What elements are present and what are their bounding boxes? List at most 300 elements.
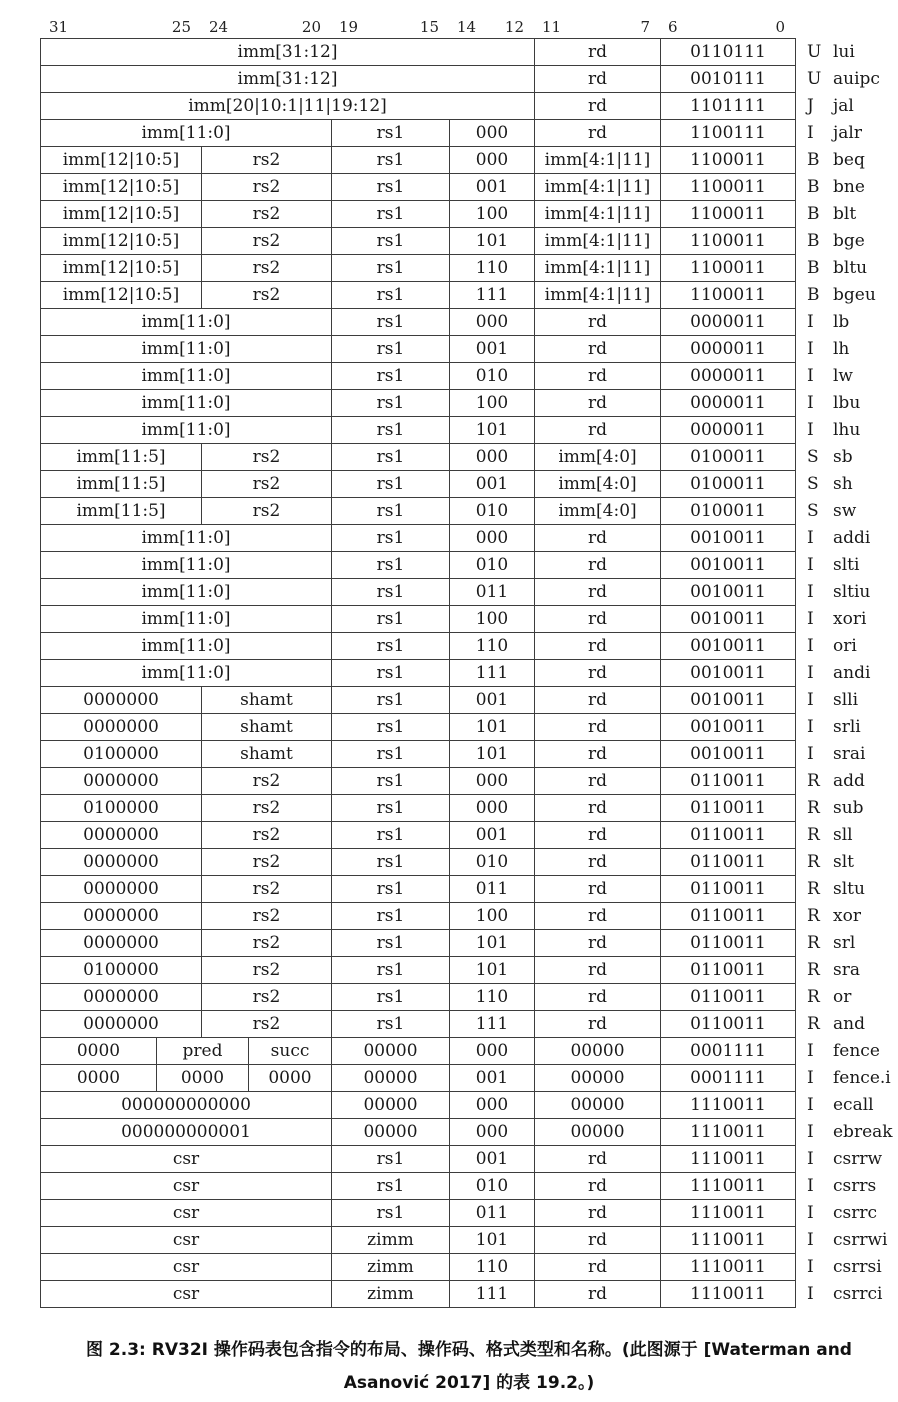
instruction-row [40, 146, 898, 174]
field-cell-f7: 0100000 [83, 744, 159, 764]
encoding-fields [40, 1118, 796, 1146]
field-cell-rs1: rs1 [331, 471, 449, 497]
format-letter: R [807, 879, 820, 899]
format-letter: B [807, 285, 820, 305]
field-cell-rd: rd [534, 687, 660, 713]
field-cell-f3: 100 [449, 390, 534, 416]
field-cell-imm12: imm[11:0] [141, 528, 231, 548]
instruction-label [807, 1064, 891, 1092]
format-letter: I [807, 717, 814, 737]
format-letter: I [807, 1230, 814, 1250]
encoding-fields [40, 335, 796, 363]
encoding-fields [40, 659, 796, 687]
field-cell-imm12: csr [172, 1149, 200, 1169]
instruction-row [40, 875, 898, 903]
field-cell-f3: 000 [449, 444, 534, 470]
field-cell-imm12: csr [172, 1284, 200, 1304]
format-letter: I [807, 1068, 814, 1088]
field-cell-f3: 010 [449, 552, 534, 578]
field-cell-rd: rd [534, 66, 660, 92]
field-cell-f3: 001 [449, 1065, 534, 1091]
field-cell-rd: rd [534, 1011, 660, 1037]
field-cell-f3: 000 [449, 768, 534, 794]
bit-label-high: 19 [339, 18, 359, 36]
instruction-row [40, 605, 898, 633]
field-cell-imm20: imm[31:12] [237, 42, 338, 62]
instruction-name: srl [833, 933, 856, 953]
instruction-label [807, 983, 851, 1011]
format-letter: I [807, 339, 814, 359]
field-cell-op: 1110011 [660, 1254, 795, 1280]
format-letter: I [807, 312, 814, 332]
instruction-name: or [833, 987, 852, 1007]
instruction-label [807, 281, 876, 309]
field-cell-imm12: csr [172, 1203, 200, 1223]
instruction-label [807, 92, 854, 120]
field-cell-f7: 0000000 [83, 906, 159, 926]
field-cell-rd: rd [534, 1200, 660, 1226]
format-letter: R [807, 933, 820, 953]
field-cell-rd: rd [534, 714, 660, 740]
field-cell-rs1: rs1 [331, 498, 449, 524]
instruction-label [807, 1010, 865, 1038]
instruction-name: bge [833, 231, 865, 251]
field-cell-rd: rd [534, 39, 660, 65]
format-letter: I [807, 123, 814, 143]
field-cell-rd: imm[4:1|11] [534, 174, 660, 200]
field-cell-rd: imm[4:0] [534, 498, 660, 524]
format-letter: U [807, 42, 822, 62]
instruction-row [40, 767, 898, 795]
bit-label-high: 14 [457, 18, 477, 36]
encoding-fields [40, 686, 796, 714]
field-cell-rd: imm[4:1|11] [534, 201, 660, 227]
field-cell-rs2: rs2 [201, 903, 331, 929]
field-cell-f3: 100 [449, 201, 534, 227]
field-cell-fc: succ [248, 1038, 331, 1064]
field-cell-rs1: rs1 [331, 903, 449, 929]
instruction-name: lh [833, 339, 850, 359]
field-cell-f7: 0000000 [83, 879, 159, 899]
encoding-fields [40, 794, 796, 822]
field-cell-rs2: rs2 [201, 822, 331, 848]
field-cell-rs2: shamt [201, 687, 331, 713]
instruction-row [40, 632, 898, 660]
instruction-name: lb [833, 312, 850, 332]
field-cell-op: 0110011 [660, 849, 795, 875]
instruction-label [807, 794, 864, 822]
field-cell-rs1: rs1 [331, 255, 449, 281]
field-cell-rs1: rs1 [331, 957, 449, 983]
field-cell-imm12: imm[11:0] [141, 582, 231, 602]
instruction-name: srli [833, 717, 861, 737]
instruction-label [807, 1199, 877, 1227]
field-cell-rs1: rs1 [331, 525, 449, 551]
format-letter: S [807, 447, 819, 467]
field-cell-f3: 001 [449, 822, 534, 848]
encoding-fields [40, 146, 796, 174]
format-letter: I [807, 366, 814, 386]
instruction-name: bgeu [833, 285, 876, 305]
format-letter: I [807, 1041, 814, 1061]
field-cell-fa: 0000 [76, 1068, 121, 1088]
field-cell-f3: 010 [449, 498, 534, 524]
field-cell-rs2: shamt [201, 714, 331, 740]
field-cell-fb: 0000 [156, 1065, 248, 1091]
field-cell-imm12: imm[11:0] [141, 339, 231, 359]
field-cell-rd: rd [534, 309, 660, 335]
field-cell-rs1: rs1 [331, 228, 449, 254]
field-cell-op: 0010011 [660, 552, 795, 578]
field-cell-f7: 0000000 [83, 852, 159, 872]
field-cell-rd: imm[4:1|11] [534, 282, 660, 308]
format-letter: B [807, 258, 820, 278]
instruction-name: addi [833, 528, 871, 548]
instruction-row [40, 281, 898, 309]
encoding-fields [40, 1010, 796, 1038]
field-cell-rs2: rs2 [201, 930, 331, 956]
encoding-fields [40, 119, 796, 147]
instruction-row [40, 713, 898, 741]
instruction-name: slt [833, 852, 854, 872]
encoding-fields [40, 389, 796, 417]
instruction-name: blt [833, 204, 857, 224]
field-cell-rd: rd [534, 1281, 660, 1307]
field-cell-fa: 0000 [76, 1041, 121, 1061]
field-cell-f3: 001 [449, 174, 534, 200]
instruction-row [40, 524, 898, 552]
encoding-fields [40, 470, 796, 498]
field-cell-rd: rd [534, 579, 660, 605]
field-cell-f3: 110 [449, 633, 534, 659]
instruction-name: add [833, 771, 865, 791]
instruction-label [807, 767, 865, 795]
field-cell-rs1: 00000 [331, 1065, 449, 1091]
instruction-label [807, 551, 859, 579]
field-cell-f3: 011 [449, 579, 534, 605]
field-cell-rd: rd [534, 1173, 660, 1199]
field-cell-rd: rd [534, 957, 660, 983]
caption-line-1: 图 2.3: RV32I 操作码表包含指令的布局、操作码、格式类型和名称。(此图源于 [Waterman and [86, 1340, 852, 1360]
instruction-name: lw [833, 366, 853, 386]
instruction-name: lui [833, 42, 855, 62]
field-cell-f3: 000 [449, 1038, 534, 1064]
field-cell-rd: rd [534, 660, 660, 686]
field-cell-op: 1110011 [660, 1200, 795, 1226]
field-cell-rs2: rs2 [201, 768, 331, 794]
instruction-row [40, 227, 898, 255]
instruction-label [807, 875, 865, 903]
instruction-label [807, 146, 865, 174]
instruction-name: andi [833, 663, 871, 683]
field-cell-rs2: rs2 [201, 255, 331, 281]
field-cell-fb: pred [156, 1038, 248, 1064]
format-letter: I [807, 636, 814, 656]
field-cell-rs1: rs1 [331, 795, 449, 821]
instruction-label [807, 1226, 888, 1254]
field-cell-op: 0000011 [660, 363, 795, 389]
field-cell-f3: 101 [449, 714, 534, 740]
field-cell-op: 0110111 [660, 39, 795, 65]
format-letter: I [807, 528, 814, 548]
encoding-fields [40, 632, 796, 660]
instruction-row [40, 119, 898, 147]
instruction-label [807, 1091, 874, 1119]
field-cell-rs2: rs2 [201, 228, 331, 254]
field-cell-imm12: imm[11:0] [141, 312, 231, 332]
instruction-name: ebreak [833, 1122, 893, 1142]
instruction-row [40, 929, 898, 957]
field-cell-op: 0110011 [660, 984, 795, 1010]
field-cell-rd: rd [534, 822, 660, 848]
field-cell-rs1: rs1 [331, 147, 449, 173]
field-cell-rd: rd [534, 849, 660, 875]
field-cell-imm12: imm[11:0] [141, 393, 231, 413]
field-cell-f7: imm[12|10:5] [62, 231, 180, 251]
format-letter: B [807, 177, 820, 197]
instruction-label [807, 605, 866, 633]
field-cell-rd: 00000 [534, 1038, 660, 1064]
field-cell-op: 0010011 [660, 660, 795, 686]
field-cell-rs2: shamt [201, 741, 331, 767]
instruction-row [40, 470, 898, 498]
field-cell-rs1: rs1 [331, 309, 449, 335]
field-cell-rs1: rs1 [331, 120, 449, 146]
instruction-name: srai [833, 744, 866, 764]
bit-label-high: 6 [668, 18, 678, 36]
field-cell-op: 0010111 [660, 66, 795, 92]
format-letter: S [807, 501, 819, 521]
field-cell-f7: imm[12|10:5] [62, 204, 180, 224]
instruction-name: auipc [833, 69, 880, 89]
field-cell-rs1: rs1 [331, 660, 449, 686]
field-cell-rs1: rs1 [331, 1011, 449, 1037]
encoding-fields [40, 38, 796, 66]
format-letter: J [807, 96, 814, 116]
field-cell-rd: imm[4:0] [534, 471, 660, 497]
field-cell-op: 0000011 [660, 336, 795, 362]
format-letter: R [807, 960, 820, 980]
field-cell-imm12: csr [172, 1230, 200, 1250]
field-cell-f3: 000 [449, 525, 534, 551]
field-cell-op: 1100011 [660, 147, 795, 173]
field-cell-op: 0110011 [660, 822, 795, 848]
instruction-name: ecall [833, 1095, 874, 1115]
field-cell-rd: rd [534, 903, 660, 929]
instruction-row [40, 92, 898, 120]
field-cell-imm12: imm[11:0] [141, 636, 231, 656]
field-cell-rs2: rs2 [201, 984, 331, 1010]
encoding-fields [40, 1064, 796, 1092]
instruction-row [40, 1226, 898, 1254]
instruction-label [807, 848, 854, 876]
instruction-label [807, 443, 853, 471]
instruction-label [807, 686, 858, 714]
instruction-label [807, 632, 857, 660]
instruction-label [807, 713, 861, 741]
instruction-row [40, 821, 898, 849]
field-cell-rd: imm[4:1|11] [534, 255, 660, 281]
instruction-name: fence.i [833, 1068, 891, 1088]
field-cell-rs1: rs1 [331, 849, 449, 875]
field-cell-f3: 101 [449, 741, 534, 767]
field-cell-op: 1110011 [660, 1146, 795, 1172]
instruction-label [807, 578, 870, 606]
instruction-name: sll [833, 825, 853, 845]
field-cell-f7: imm[11:5] [76, 447, 166, 467]
field-cell-rd: imm[4:0] [534, 444, 660, 470]
instruction-label [807, 659, 870, 687]
field-cell-f3: 000 [449, 795, 534, 821]
field-cell-rd: 00000 [534, 1119, 660, 1145]
instruction-label [807, 416, 860, 444]
field-cell-f3: 110 [449, 1254, 534, 1280]
instruction-label [807, 173, 865, 201]
instruction-row [40, 983, 898, 1011]
field-cell-imm12: imm[11:0] [141, 555, 231, 575]
field-cell-rs2: rs2 [201, 174, 331, 200]
rv32i-opcode-table [40, 38, 898, 1308]
encoding-fields [40, 497, 796, 525]
field-cell-op: 0110011 [660, 876, 795, 902]
format-letter: I [807, 1284, 814, 1304]
format-letter: R [807, 771, 820, 791]
instruction-row [40, 794, 898, 822]
field-cell-rs1: rs1 [331, 606, 449, 632]
field-cell-f3: 110 [449, 984, 534, 1010]
instruction-name: beq [833, 150, 865, 170]
bit-range-label [533, 18, 659, 38]
instruction-label [807, 1172, 876, 1200]
encoding-fields [40, 929, 796, 957]
field-cell-rs2: rs2 [201, 201, 331, 227]
format-letter: I [807, 744, 814, 764]
field-cell-rd: rd [534, 876, 660, 902]
format-letter: B [807, 204, 820, 224]
field-cell-f3: 001 [449, 1146, 534, 1172]
instruction-row [40, 308, 898, 336]
instruction-row [40, 497, 898, 525]
field-cell-f7: 0000000 [83, 825, 159, 845]
instruction-name: sltiu [833, 582, 871, 602]
instruction-name: sh [833, 474, 853, 494]
encoding-fields [40, 983, 796, 1011]
field-cell-rs1: rs1 [331, 579, 449, 605]
field-cell-op: 0010011 [660, 579, 795, 605]
field-cell-f3: 010 [449, 1173, 534, 1199]
instruction-name: csrrs [833, 1176, 877, 1196]
bit-range-label [40, 18, 200, 38]
field-cell-op: 0100011 [660, 471, 795, 497]
field-cell-rd: rd [534, 417, 660, 443]
encoding-fields [40, 551, 796, 579]
field-cell-op: 1110011 [660, 1173, 795, 1199]
field-cell-f3: 101 [449, 228, 534, 254]
field-cell-op: 1110011 [660, 1227, 795, 1253]
field-cell-rs1: zimm [331, 1227, 449, 1253]
field-cell-imm12: csr [172, 1257, 200, 1277]
bit-label-low: 15 [419, 18, 439, 36]
instruction-row [40, 200, 898, 228]
instruction-row [40, 1172, 898, 1200]
format-letter: S [807, 474, 819, 494]
field-cell-rs1: rs1 [331, 336, 449, 362]
instruction-name: csrrc [833, 1203, 878, 1223]
encoding-fields [40, 443, 796, 471]
instruction-name: sub [833, 798, 864, 818]
field-cell-f7: imm[11:5] [76, 501, 166, 521]
instruction-name: sb [833, 447, 853, 467]
instruction-name: csrrci [833, 1284, 883, 1304]
encoding-fields [40, 200, 796, 228]
field-cell-rs1: rs1 [331, 417, 449, 443]
instruction-row [40, 848, 898, 876]
field-cell-f7: 0100000 [83, 798, 159, 818]
encoding-fields [40, 1253, 796, 1281]
field-cell-f7: imm[12|10:5] [62, 177, 180, 197]
instruction-name: xori [833, 609, 867, 629]
field-cell-op: 0110011 [660, 930, 795, 956]
field-cell-rs1: rs1 [331, 1200, 449, 1226]
bit-label-high: 31 [49, 18, 69, 36]
field-cell-rs1: rs1 [331, 1146, 449, 1172]
field-cell-op: 1110011 [660, 1092, 795, 1118]
bit-position-header [40, 12, 796, 38]
field-cell-rs2: rs2 [201, 876, 331, 902]
format-letter: I [807, 393, 814, 413]
instruction-name: bne [833, 177, 865, 197]
field-cell-rd: rd [534, 390, 660, 416]
field-cell-op: 0110011 [660, 768, 795, 794]
instruction-row [40, 1010, 898, 1038]
bit-range-label [330, 18, 448, 38]
field-cell-rd: rd [534, 633, 660, 659]
instruction-label [807, 524, 870, 552]
field-cell-rd: imm[4:1|11] [534, 228, 660, 254]
field-cell-rs2: rs2 [201, 849, 331, 875]
instruction-row [40, 578, 898, 606]
format-letter: I [807, 1257, 814, 1277]
instruction-label [807, 335, 849, 363]
format-letter: I [807, 582, 814, 602]
format-letter: B [807, 150, 820, 170]
field-cell-rd: rd [534, 1227, 660, 1253]
field-cell-f3: 010 [449, 849, 534, 875]
field-cell-imm12: imm[11:0] [141, 123, 231, 143]
field-cell-op: 0010011 [660, 525, 795, 551]
field-cell-imm12: imm[11:0] [141, 366, 231, 386]
field-cell-f3: 001 [449, 687, 534, 713]
field-cell-f3: 111 [449, 1011, 534, 1037]
field-cell-rd: rd [534, 120, 660, 146]
field-cell-rs1: rs1 [331, 714, 449, 740]
instruction-row [40, 38, 898, 66]
field-cell-op: 0000011 [660, 309, 795, 335]
field-cell-rs1: rs1 [331, 876, 449, 902]
field-cell-rs2: rs2 [201, 957, 331, 983]
field-cell-rd: rd [534, 741, 660, 767]
field-cell-f7: imm[12|10:5] [62, 285, 180, 305]
field-cell-op: 0110011 [660, 957, 795, 983]
field-cell-imm20: imm[20|10:1|11|19:12] [188, 96, 387, 116]
instruction-row [40, 443, 898, 471]
instruction-row [40, 1118, 898, 1146]
field-cell-op: 1100011 [660, 174, 795, 200]
bit-label-low: 12 [504, 18, 524, 36]
field-cell-rs1: rs1 [331, 282, 449, 308]
field-cell-f3: 101 [449, 930, 534, 956]
instruction-name: sra [833, 960, 860, 980]
